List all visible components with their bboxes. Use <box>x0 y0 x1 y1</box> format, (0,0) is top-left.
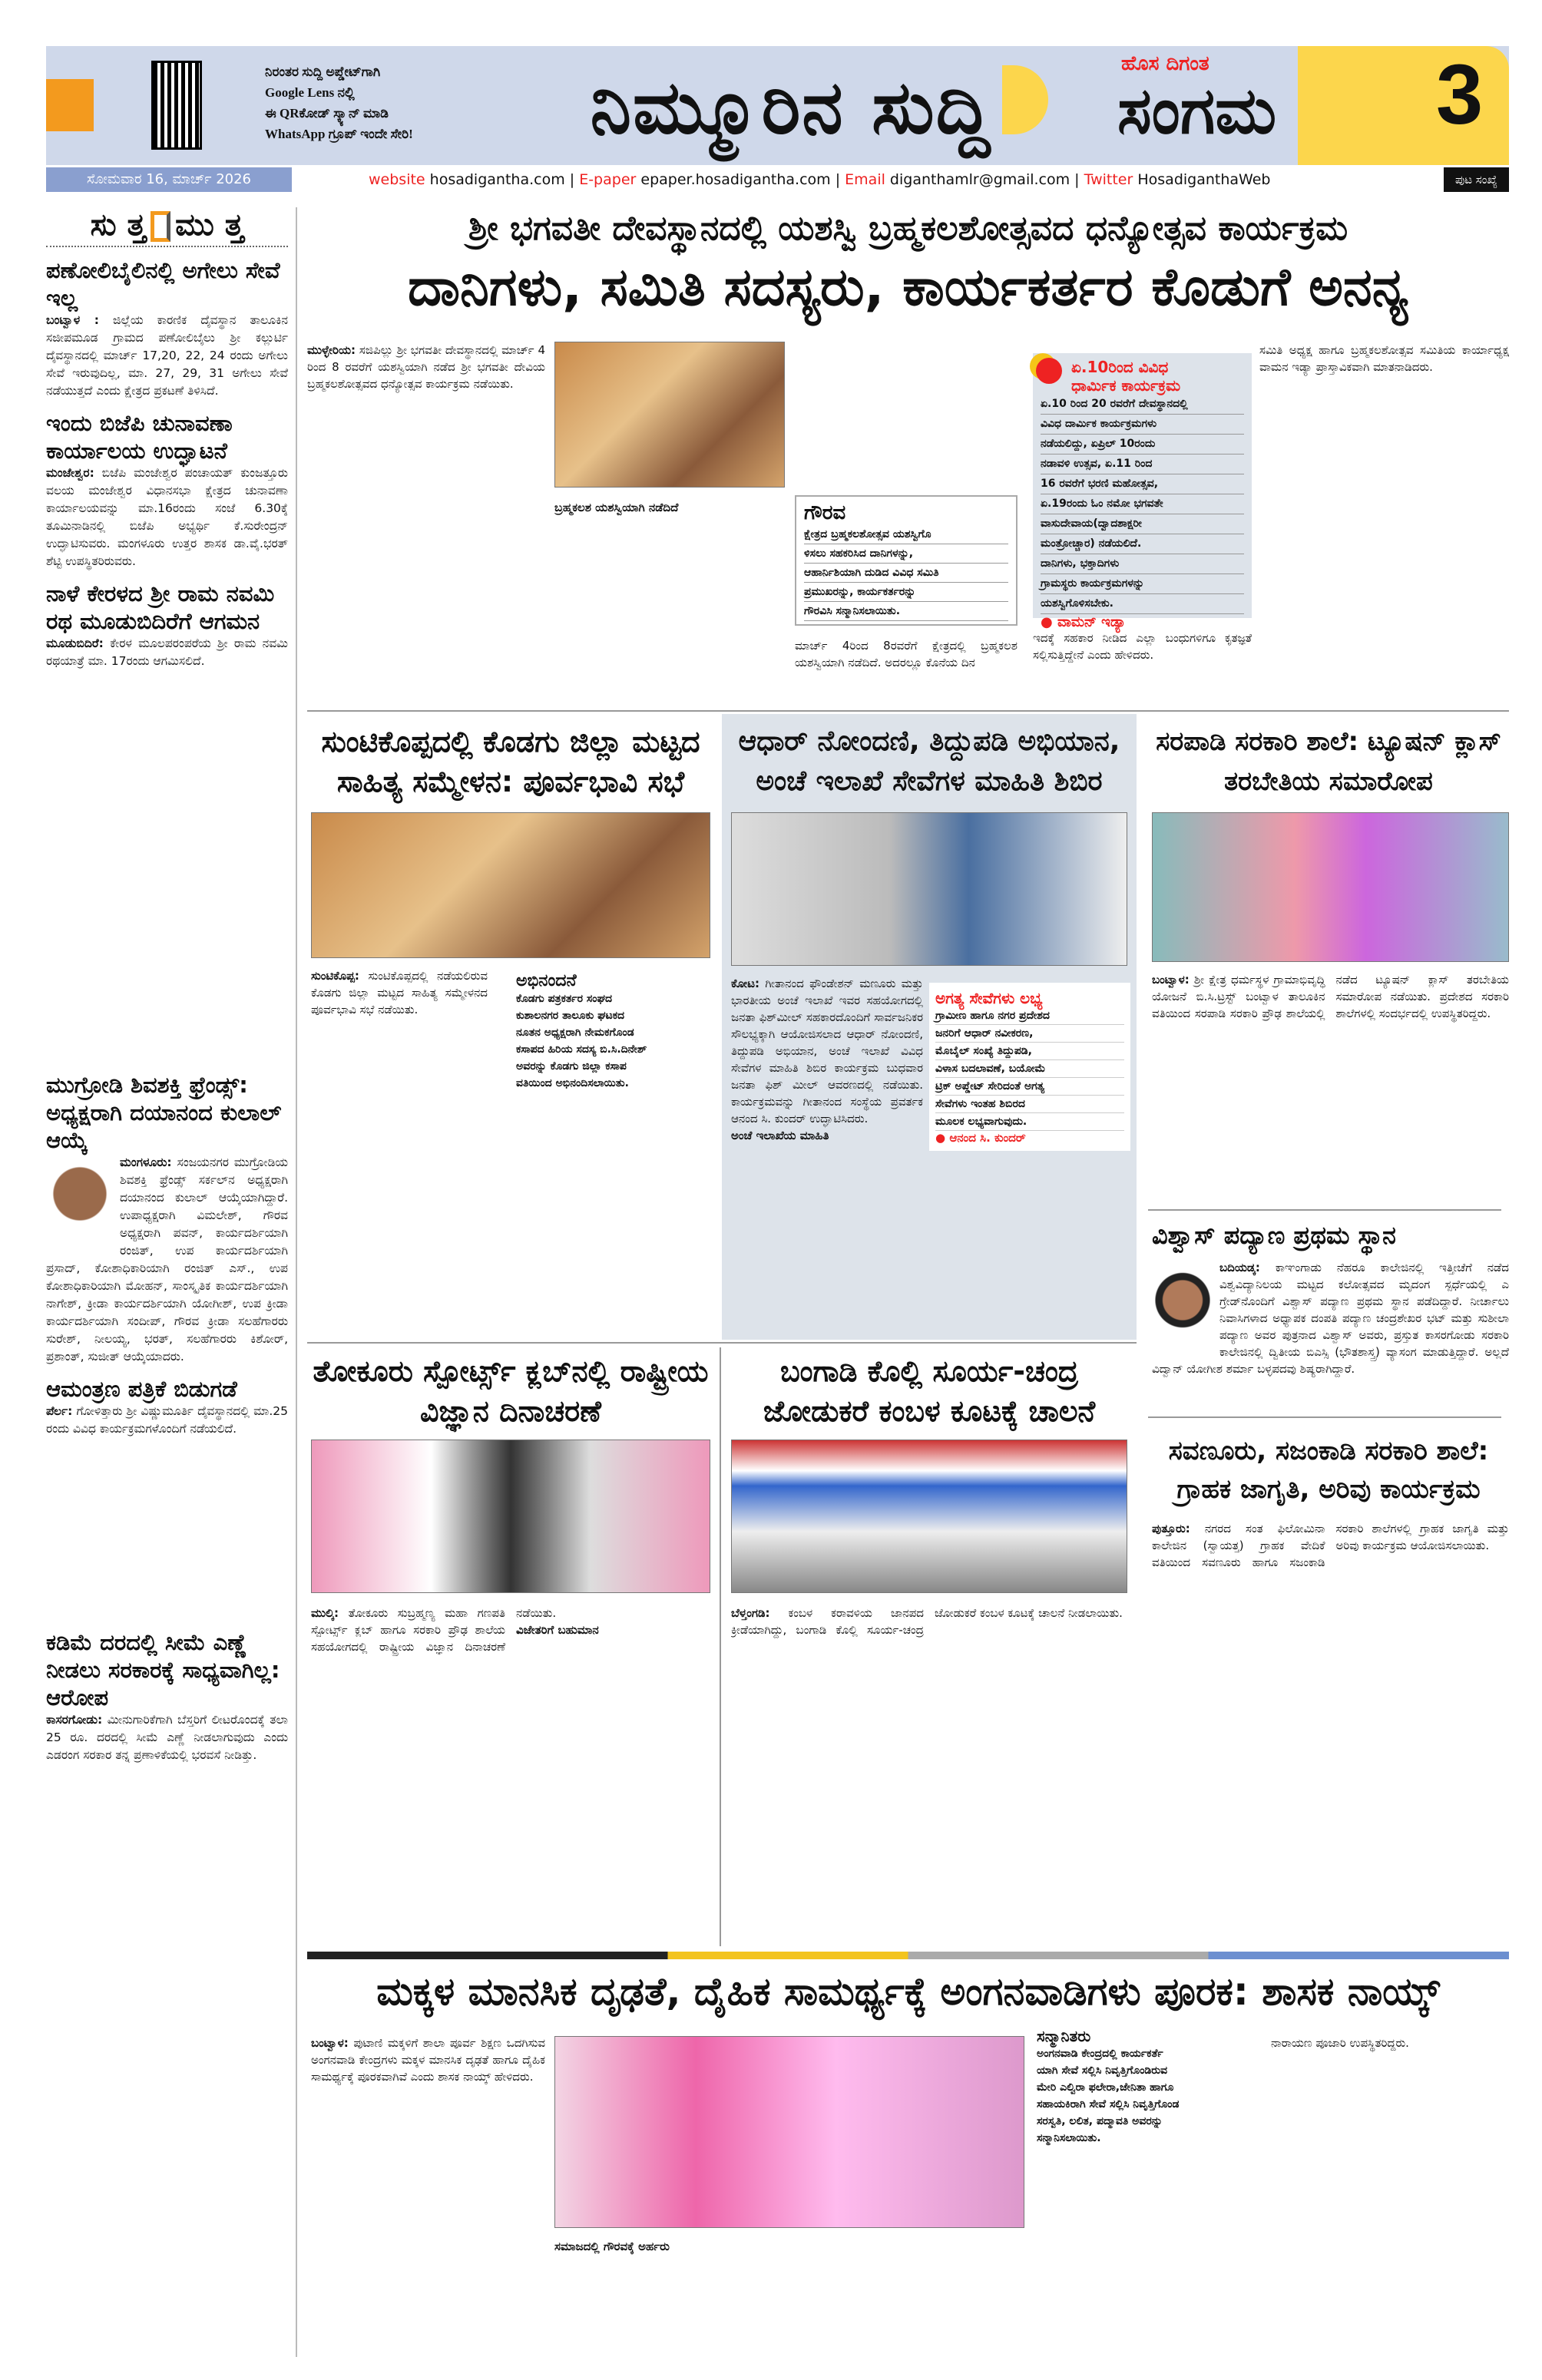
article-body <box>311 2035 545 2349</box>
headline: ಸವಣೂರು, ಸಜಂಕಾಡಿ ಸರಕಾರಿ ಶಾಲೆ: ಗ್ರಾಹಕ ಜಾಗೃತಿ, ಅರಿವು ಕಾರ್ಯಕ್ರಮ <box>1168 1436 1489 1505</box>
top-story-headline: ದಾನಿಗಳು, ಸಮಿತಿ ಸದಸ್ಯರು, ಕಾರ್ಯಕರ್ತರ ಕೊಡುಗೆ ಅನನ್ಯ <box>408 257 1408 318</box>
box-line: ವಾಸುದೇವಾಯ(ದ್ವಾದಶಾಕ್ಷರೀ <box>1041 514 1244 534</box>
box-line: ಸಹಾಯಕಿರಾಗಿ ಸೇವೆ ಸಲ್ಲಿಸಿ ನಿವೃತ್ತಿಗೊಂಡ <box>1037 2098 1180 2111</box>
abhinandane-box <box>516 971 716 1092</box>
events-box <box>1033 353 1252 630</box>
qr-line: ಈ QRಕೋಡ್ ಸ್ಕ್ಯಾನ್ ಮಾಡಿ <box>265 106 389 121</box>
qr-line: WhatsApp ಗ್ರೂಪ್ ಇಂದೇ ಸೇರಿ! <box>265 127 413 141</box>
link-label: Twitter <box>1084 171 1133 188</box>
dateline: ಪೆರ್ಲ: <box>46 1404 73 1418</box>
brief-article <box>46 570 288 1062</box>
dateline: ಬಂಟ್ವಾಳ: <box>311 2036 349 2050</box>
box-line: ನಡೆಯಲಿದ್ದು, ಏಪ್ರಿಲ್ 10ರಂದು <box>1041 435 1244 455</box>
event-photo <box>731 1440 1127 1593</box>
page-number: 3 <box>1436 48 1484 142</box>
box-title: ಗೌರವ <box>804 501 846 524</box>
link-label: E-paper <box>579 171 637 188</box>
epaper-link[interactable]: epaper.hosadigantha.com <box>640 171 831 188</box>
brief-article <box>46 409 288 570</box>
box-title: ಏ.10ರಿಂದ ವಿವಿಧ <box>1071 358 1169 376</box>
headline: ಪಣೋಲಿಬೈಲಿನಲ್ಲಿ ಅಗೇಲು ಸೇವೆ ಇಲ್ಲ <box>46 257 280 311</box>
subhead: ಅಂಚೆ ಇಲಾಖೆಯ ಮಾಹಿತಿ <box>731 1129 829 1142</box>
byline: ● ವಾಮನ್ ಇಡ್ಯಾ <box>1041 614 1127 630</box>
brief-article <box>46 256 288 400</box>
portrait-photo <box>1152 1262 1213 1347</box>
article-body <box>307 342 545 702</box>
box-line: ದಾನಿಗಳು, ಭಕ್ತಾದಿಗಳು <box>1041 554 1244 574</box>
article-body <box>1152 971 1509 1194</box>
email-link[interactable]: diganthamlr@gmail.com <box>889 171 1070 188</box>
box-lines <box>1037 2045 1259 2147</box>
article-body: ಮಾರ್ಚ್ 4ರಿಂದ 8ರವರೆಗೆ ಕ್ಷೇತ್ರದಲ್ಲಿ ಬ್ರಹ್ಮಕಲಶ ಯಶಸ್ವಿಯಾಗಿ ನಡೆದಿದೆ. ಅದರಲ್ಲೂ ಕೊನೆಯ ದಿನ <box>795 639 1018 669</box>
link-label: website <box>369 171 425 188</box>
article-text: ತೋಕೂರು ಸುಬ್ರಹ್ಮಣ್ಯ ಮಹಾ ಗಣಪತಿ ಸ್ಪೋರ್ಟ್ಸ್ ಕ್ಲಬ್ ಹಾಗೂ ಸರಕಾರಿ ಪ್ರೌಢ ಶಾಲೆಯ ಸಹಯೋಗದಲ್ಲಿ ರಾಷ್ಟ್ರೀಯ ವಿಜ್ಞಾನ ದಿನಾಚರಣೆ ನಡೆಯಿತು. <box>311 1606 557 1654</box>
link-label: Email <box>845 171 885 188</box>
brand-logo: ಹೊಸ ದಿಗಂತ <box>1121 52 1209 75</box>
window-icon <box>151 211 170 242</box>
article-body: ಸಂಜಯನಗರ ಮುಗ್ರೋಡಿಯ ಶಿವಶಕ್ತಿ ಫ್ರೆಂಡ್ಸ್ ಸರ್ಕಲ್‌ನ ಅಧ್ಯಕ್ಷರಾಗಿ ದಯಾನಂದ ಕುಲಾಲ್ ಆಯ್ಕೆಯಾಗಿದ್ದಾರೆ. ಉಪಾಧ್ಯಕ್ಷರಾಗಿ ವಿಮಲೇಶ್, ಗೌರವ ಅಧ್ಯಕ್ಷರಾಗಿ ಪವನ್, ಕಾರ್ಯದರ್ಶಿಯಾಗಿ ರಂಜಿತ್, ಉಪ ಕಾರ್ಯದರ್ಶಿಯಾಗಿ ಪ್ರಸಾದ್, ಕೋಶಾಧಿಕಾರಿಯಾಗಿ ರಂಜಿತ್ ಎಸ್., ಉಪ ಕೋಶಾಧಿಕಾರಿಯಾಗಿ ಮೋಹನ್, ಸಾಂಸ್ಕೃತಿಕ ಕಾರ್ಯದರ್ಶಿಯಾಗಿ ನಾಗೇಶ್, ಕ್ರೀಡಾ ಕಾರ್ಯದರ್ಶಿಯಾಗಿ ಯೋಗೀಶ್, ಉಪ ಕ್ರೀಡಾ ಕಾರ್ಯದರ್ಶಿಯಾಗಿ ಸಂದೀಪ್, ಗೌರವ ಕ್ರೀಡಾ ಸಲಹೆಗಾರರು ಸುರೇಶ್, ನೀಲಯ್ಯ, ಭರತ್, ಸಲಹೆಗಾರರು ಕಿಶೋರ್, ಪ್ರಶಾಂತ್, ಸುಜೀತ್ ಆಯ್ಕೆಯಾದರು. <box>46 1155 288 1364</box>
dateline: ಕೋಟ: <box>731 977 760 990</box>
article-body <box>731 975 923 1328</box>
article-body <box>1152 1520 1509 1942</box>
box-line: ನೂತನ ಅಧ್ಯಕ್ಷರಾಗಿ ನೇಮಕಗೊಂಡ <box>516 1026 634 1039</box>
event-photo <box>1152 812 1509 962</box>
box-line: ಕೊಡಗು ಪತ್ರಕರ್ತರ ಸಂಘದ <box>516 993 613 1005</box>
dateline: ಪುತ್ತೂರು: <box>1152 1522 1190 1535</box>
subhead: ಬ್ರಹ್ಮಕಲಶ ಯಶಸ್ವಿಯಾಗಿ ನಡೆದಿದೆ <box>554 501 679 514</box>
box-line: ಕಸಾಪದ ಹಿರಿಯ ಸದಸ್ಯ ಬಿ.ಸಿ.ದಿನೇಶ್ <box>516 1043 647 1056</box>
article-body: ಗೋಳಿತ್ತಾರು ಶ್ರೀ ವಿಷ್ಣುಮೂರ್ತಿ ದೈವಸ್ಥಾನದಲ್ಲಿ ಮಾ.25 ರಂದು ವಿವಿಧ ಕಾರ್ಯಕ್ರಮಗಳೊಂದಿಗೆ ನಡೆಯಲಿದೆ. <box>46 1404 288 1436</box>
headline: ಬಂಗಾಡಿ ಕೊಲ್ಲಿ ಸೂರ್ಯ-ಚಂದ್ರ ಜೋಡುಕರೆ ಕಂಬಳ ಕೂಟಕ್ಕೆ ಚಾಲನೆ <box>763 1354 1096 1428</box>
box-line: ಏ.19ರಂದು ಓಂ ನಮೋ ಭಗವತೇ <box>1041 494 1244 514</box>
divider <box>307 710 1509 712</box>
box-line: ಅಂಗನವಾಡಿ ಕೇಂದ್ರದಲ್ಲಿ ಕಾರ್ಯಕರ್ತೆ <box>1037 2048 1163 2060</box>
section-divider-stripe <box>307 1952 1509 1959</box>
column-divider <box>296 207 297 2357</box>
headline: ಕಡಿಮೆ ದರದಲ್ಲಿ ಸೀಮೆ ಎಣ್ಣೆ ನೀಡಲು ಸರಕಾರಕ್ಕೆ ಸಾಧ್ಯವಾಗಿಲ್ಲ: ಆರೋಪ <box>46 1629 280 1711</box>
box-line: ಗ್ರಾಮಸ್ಥರು ಕಾರ್ಯಕ್ರಮಗಳನ್ನು <box>1041 574 1244 594</box>
date: ಸೋಮವಾರ 16, ಮಾರ್ಚ್ 2026 <box>46 167 292 192</box>
events-lines <box>1041 395 1244 614</box>
dateline: ಮುಳ್ಳೇರಿಯ: <box>307 343 356 357</box>
dateline: ಮಂಗಳೂರು: <box>120 1155 172 1169</box>
qr-line: ನಿರಂತರ ಸುದ್ದಿ ಅಪ್ಡೇಟ್‌ಗಾಗಿ <box>265 64 381 79</box>
box-line: 16 ರವರೆಗೆ ಭರಣಿ ಮಹೋತ್ಸವ, <box>1041 474 1244 494</box>
services-box <box>929 983 1130 1151</box>
article-body <box>731 1605 1127 1942</box>
qr-code-icon[interactable] <box>154 63 200 147</box>
headline: ಆಮಂತ್ರಣ ಪತ್ರಿಕೆ ಬಿಡುಗಡೆ <box>46 1376 237 1402</box>
article-body <box>554 499 785 702</box>
box-lines <box>516 990 716 1092</box>
masthead-title: ನಿಮ್ಮೂರಿನ ಸುದ್ದಿ <box>590 64 992 150</box>
box-line: ಸೇವೆಗಳು ಇಂತಹ ಶಿಬಿರದ <box>935 1096 1124 1113</box>
dateline: ಮೂಡುಬಿದಿರೆ: <box>46 636 104 650</box>
article-body: ಇದಕ್ಕೆ ಸಹಕಾರ ನೀಡಿದ ಎಲ್ಲಾ ಬಂಧುಗಳಿಗೂ ಕೃತಜ್ಞತೆ ಸಲ್ಲಿಸುತ್ತಿದ್ದೇನೆ ಎಂದು ಹೇಳಿದರು. <box>1033 631 1252 662</box>
left-column <box>46 207 288 1764</box>
article-text: ಸುಂಟಿಕೊಪ್ಪದಲ್ಲಿ ನಡೆಯಲಿರುವ ಕೊಡಗು ಜಿಲ್ಲಾ ಮಟ್ಟದ ಸಾಹಿತ್ಯ ಸಮ್ಮೇಳನದ ಪೂರ್ವಭಾವಿ ಸಭೆ ನಡೆಯಿತು. <box>311 969 488 1016</box>
twitter-link[interactable]: HosadiganthaWeb <box>1137 171 1271 188</box>
article-text: ಶ್ರೀ ಕ್ಷೇತ್ರ ಧರ್ಮಸ್ಥಳ ಗ್ರಾಮಾಭಿವೃದ್ಧಿ ಯೋಜನೆ ಬಿ.ಸಿ.ಟ್ರಸ್ಟ್ ಬಂಟ್ವಾಳ ತಾಲೂಕಿನ ವತಿಯಿಂದ ಸರಪಾಡಿ ಸರಕಾರಿ ಪ್ರೌಢ ಶಾಲೆಯಲ್ಲಿ ನಡೆದ ಟ್ಯೂಷನ್ ಕ್ಲಾಸ್ ತರಬೇತಿಯ ಸಮಾರೋಪ ನಡೆಯಿತು. ಪ್ರದೇಶದ ಸರಕಾರಿ ಶಾಲೆಗಳಲ್ಲಿ ಸಂದರ್ಭದಲ್ಲಿ ಉಪಸ್ಥಿತರಿದ್ದರು. <box>1152 973 1509 1020</box>
dot-icon <box>1036 358 1062 384</box>
gourava-box <box>795 495 1018 626</box>
byline-name: ಆನಂದ ಸಿ. ಕುಂದರ್ <box>949 1131 1026 1145</box>
headline: ವಿಶ್ವಾಸ್ ಪದ್ಯಾಣ ಪ್ರಥಮ ಸ್ಥಾನ <box>1152 1221 1396 1250</box>
article-body <box>311 967 488 1328</box>
bottom-story-headline: ಮಕ್ಕಳ ಮಾನಸಿಕ ದೃಢತೆ, ದೈಹಿಕ ಸಾಮರ್ಥ್ಯಕ್ಕೆ ಅಂಗನವಾಡಿಗಳು ಪೂರಕ: ಶಾಸಕ ನಾಯ್ಕ್ <box>376 1969 1440 2014</box>
section-title: ಸಂಗಮ <box>1117 73 1277 148</box>
column-title <box>46 207 288 247</box>
event-photo <box>554 2036 1024 2228</box>
event-photo <box>554 342 785 488</box>
byline-name: ವಾಮನ್ ಇಡ್ಯಾ <box>1057 614 1127 630</box>
dateline: ಮುಲ್ಕಿ: <box>311 1606 339 1620</box>
headline: ಸುಂಟಿಕೊಪ್ಪದಲ್ಲಿ ಕೊಡಗು ಜಿಲ್ಲಾ ಮಟ್ಟದ ಸಾಹಿತ್ಯ ಸಮ್ಮೇಳನ: ಪೂರ್ವಭಾವಿ ಸಭೆ <box>321 725 700 798</box>
headline: ಇಂದು ಬಿಜೆಪಿ ಚುನಾವಣಾ ಕಾರ್ಯಾಲಯ ಉದ್ಘಾಟನೆ <box>46 410 233 464</box>
qr-line: Google Lens ನಲ್ಲಿ <box>265 85 355 100</box>
box-title: ಧಾರ್ಮಿಕ ಕಾರ್ಯಕ್ರಮ <box>1071 376 1181 395</box>
box-line: ಮೇರಿ ಎಲ್ವಿರಾ ಫಲೇರಾ,ಜೇನಿತಾ ಹಾಗೂ <box>1037 2081 1174 2094</box>
brief-article <box>46 1071 288 1366</box>
box-line: ಮೊಬೈಲ್ ಸಂಖ್ಯೆ ತಿದ್ದುಪಡಿ, <box>935 1043 1124 1060</box>
subhead: ವಿಜೇತರಿಗೆ ಬಹುಮಾನ <box>516 1623 599 1637</box>
qr-instructions <box>265 61 495 144</box>
portrait-photo <box>46 1157 114 1249</box>
dateline: ಸುಂಟಿಕೊಪ್ಪ: <box>311 969 359 983</box>
dateline: ಬೆಳ್ತಂಗಡಿ: <box>731 1606 770 1620</box>
article-body: ಕೇರಳ ಮೂಲಪರಂಪರೆಯ ಶ್ರೀ ರಾಮ ನವಮಿ ರಥಯಾತ್ರೆ ಮಾ. 17ರಂದು ಆಗಮಿಸಲಿದೆ. <box>46 636 288 668</box>
box-title: ಅಭಿನಂದನೆ <box>516 971 577 990</box>
subhead: ಸಮಾಜದಲ್ಲಿ ಗೌರವಕ್ಕೆ ಅರ್ಹರು <box>554 2240 670 2253</box>
headline: ಸರಪಾಡಿ ಸರಕಾರಿ ಶಾಲೆ: ಟ್ಯೂಷನ್ ಕ್ಲಾಸ್ ತರಬೇತಿಯ ಸಮಾರೋಪ <box>1156 726 1501 797</box>
box-line: ಜನರಿಗೆ ಆಧಾರ್ ನವೀಕರಣ, <box>935 1025 1124 1043</box>
box-line: ಆಹಾರ್ನಿಶಿಯಾಗಿ ದುಡಿದ ವಿವಿಧ ಸಮಿತಿ <box>804 564 1008 583</box>
page-label: ಪುಟ ಸಂಖ್ಯೆ <box>1444 167 1509 192</box>
event-photo <box>311 812 710 958</box>
article-body: ಜಿಲ್ಲೆಯ ಕಾರಣಿಕ ದೈವಸ್ಥಾನ ತಾಲೂಕಿನ ಸಜೀಪಮೂಡ ಗ್ರಾಮದ ಪಣೋಲಿಬೈಲು ಶ್ರೀ ಕಲ್ಲುರ್ಟಿ ದೈವಸ್ಥಾನದಲ್ಲಿ ಮಾರ್ಚ್ 17,20, 22, 24 ರಂದು ಅಗೇಲು ಸೇವೆ ಇರುವುದಿಲ್ಲ, ಮಾ. 27, 29, 31 ಅಗೇಲು ಸೇವೆ ನಡೆಯುತ್ತದೆ ಎಂದು ಕ್ಷೇತ್ರದ ಪ್ರಕಟಣೆ ತಿಳಿಸಿದೆ. <box>46 313 288 398</box>
box-line: ಯಶಸ್ವಿಗೊಳಿಸಬೇಕು. <box>1041 594 1244 614</box>
article-body: ಮೀನುಗಾರಿಕೆಗಾಗಿ ಬೆಸ್ತರಿಗೆ ಲೀಟರೊಂದಕ್ಕೆ ತಲಾ 25 ರೂ. ದರದಲ್ಲಿ ಸೀಮೆ ಎಣ್ಣೆ ನೀಡಲಾಗುವುದು ಎಂದು ಎಡರಂಗ ಸರಕಾರ ತನ್ನ ಪ್ರಣಾಳಿಕೆಯಲ್ಲಿ ಭರವಸೆ ನೀಡಿತ್ತು. <box>46 1713 288 1762</box>
headline: ಮುಗ್ರೋಡಿ ಶಿವಶಕ್ತಿ ಫ್ರೆಂಡ್ಸ್: ಅಧ್ಯಕ್ಷರಾಗಿ ದಯಾನಂದ ಕುಲಾಲ್ ಆಯ್ಕೆ <box>46 1072 282 1153</box>
article-text: ಸಜಿಪಿಲ್ಲು ಶ್ರೀ ಭಗವತೀ ದೇವಸ್ಥಾನದಲ್ಲಿ ಮಾರ್ಚ್ 4 ರಿಂದ 8 ರವರೆಗೆ ಯಶಸ್ವಿಯಾಗಿ ನಡೆದ ಶ್ರೀ ಭಗವತೀ ದೇವಿಯ ಬ್ರಹ್ಮಕಲಶೋತ್ಸವದ ಧನ್ಯೋತ್ಸವ ಕಾರ್ಯಕ್ರಮ ನಡೆಯಿತು. <box>307 343 545 391</box>
dateline: ಬಂಟ್ವಾಳ: <box>1152 973 1190 987</box>
event-photo <box>731 812 1127 966</box>
headline: ಆಧಾರ್ ನೋಂದಣಿ, ತಿದ್ದುಪಡಿ ಅಭಿಯಾನ, ಅಂಚೆ ಇಲಾಖೆ ಸೇವೆಗಳ ಮಾಹಿತಿ ಶಿಬಿರ <box>738 726 1120 797</box>
divider <box>1148 1209 1501 1211</box>
box-line: ಯಾಗಿ ಸೇವೆ ಸಲ್ಲಿಸಿ ನಿವೃತ್ತಿಗೊಂಡಿರುವ <box>1037 2064 1168 2077</box>
article-body: ಸಮಿತಿ ಅಧ್ಯಕ್ಷ ಹಾಗೂ ಬ್ರಹ್ಮಕಲಶೋತ್ಸವ ಸಮಿತಿಯ ಕಾರ್ಯಾಧ್ಯಕ್ಷ ವಾಮನ ಇಡ್ಯಾ ಪ್ರಾಸ್ತಾವಿಕವಾಗಿ ಮಾತನಾಡಿದರು. <box>1259 343 1509 374</box>
brief-article <box>46 1628 288 1764</box>
honorees-box <box>1037 2027 1259 2147</box>
box-line: ವಿವಿಧ ದಾರ್ಮಿಕ ಕಾರ್ಯಕ್ರಮಗಳು <box>1041 415 1244 435</box>
divider <box>1148 1416 1501 1418</box>
headline: ನಾಳೆ ಕೇರಳದ ಶ್ರೀ ರಾಮ ನವಮಿ ರಥ ಮೂಡುಬಿದಿರೆಗೆ ಆಗಮನ <box>46 580 275 634</box>
dateline: ಬಂಟ್ವಾಳ : <box>46 313 99 327</box>
box-line: ಕುಶಾಲನಗರ ತಾಲೂಕು ಘಟಕದ <box>516 1010 625 1022</box>
box-line: ವಿಳಾಸ ಬದಲಾವಣೆ, ಬಯೋಮೆ <box>935 1060 1124 1078</box>
article-body <box>554 2238 1024 2349</box>
box-line: ಗೌರವಿಸಿ ಸನ್ಮಾನಿಸಲಾಯಿತು. <box>804 602 1008 621</box>
box-line: ಕ್ಷೇತ್ರದ ಬ್ರಹ್ಮಕಲಶೋತ್ಸವ ಯಶಸ್ವಿಗೊ <box>804 525 1008 544</box>
box-line: ಏ.10 ರಿಂದ 20 ರವರೆಗೆ ದೇವಸ್ಥಾನದಲ್ಲಿ <box>1041 395 1244 415</box>
box-line: ಪ್ರಮುಖರನ್ನು, ಕಾರ್ಯಕರ್ತರನ್ನು <box>804 583 1008 602</box>
article-text: ನಗರದ ಸಂತ ಫಿಲೋಮಿನಾ ಕಾಲೇಜಿನ (ಸ್ವಾಯತ್ತ) ಗ್ರಾಹಕ ವೇದಿಕೆ ವತಿಯಿಂದ ಸವಣೂರು ಹಾಗೂ ಸಜಂಕಾಡಿ ಸರಕಾರಿ ಶಾಲೆಗಳಲ್ಲಿ ಗ್ರಾಹಕ ಜಾಗೃತಿ ಮತ್ತು ಅರಿವು ಕಾರ್ಯಕ್ರಮ ಆಯೋಜಿಸಲಾಯಿತು. <box>1152 1522 1509 1569</box>
article-text: ಕಂಬಳ ಕರಾವಳಿಯ ಜಾನಪದ ಕ್ರೀಡೆಯಾಗಿದ್ದು, ಬಂಗಾಡಿ ಕೊಲ್ಲಿ ಸೂರ್ಯ-ಚಂದ್ರ ಜೋಡುಕರೆ ಕಂಬಳ ಕೂಟಕ್ಕೆ ಚಾಲನೆ ನೀಡಲಾಯಿತು. <box>731 1606 1123 1637</box>
box-line: ಸರಸ್ವತಿ, ಲಲಿತ, ಪದ್ಮಾವತಿ ಅವರನ್ನು <box>1037 2115 1163 2127</box>
website-link[interactable]: hosadigantha.com <box>429 171 565 188</box>
box-line: ನಡಾವಳಿ ಉತ್ಸವ, ಏ.11 ರಿಂದ <box>1041 455 1244 474</box>
dateline: ಮಂಜೇಶ್ವರ: <box>46 466 94 480</box>
divider <box>720 1347 721 1946</box>
box-title: ಸನ್ಮಾನಿತರು <box>1037 2027 1091 2045</box>
article-body <box>1152 1259 1509 1397</box>
dateline: ಬದಿಯಡ್ಕ: <box>1219 1261 1260 1274</box>
box-line: ಸನ್ಮಾನಿಸಲಾಯಿತು. <box>1037 2132 1101 2144</box>
box-title: ಅಗತ್ಯ ಸೇವೆಗಳು ಲಭ್ಯ <box>935 989 1043 1007</box>
article-text: ಗೀತಾನಂದ ಫೌಂಡೇಶನ್ ಮಣೂರು ಮತ್ತು ಭಾರತೀಯ ಅಂಚೆ ಇಲಾಖೆ ಇವರ ಸಹಯೋಗದಲ್ಲಿ ಜನತಾ ಫಿಶ್‌ಮೀಲ್ ಸಹಕಾರದೊಂದಿಗೆ ಸಾರ್ವಜನಿಕರ ಸೌಲಭ್ಯಕ್ಕಾಗಿ ಆಯೋಜಿಸಲಾದ ಆಧಾರ್ ನೋಂದಣಿ, ತಿದ್ದುಪಡಿ ಅಭಿಯಾನ, ಅಂಚೆ ಇಲಾಖೆ ವಿವಿಧ ಸೇವೆಗಳ ಮಾಹಿತಿ ಶಿಬಿರ ಕಾರ್ಯಕ್ರಮ ಬುಧವಾರ ಜನತಾ ಫಿಶ್ ಮೀಲ್ ಆವರಣದಲ್ಲಿ ನಡೆಯಿತು. ಕಾರ್ಯಕ್ರಮವನ್ನು ಗೀತಾನಂದ ಸಂಸ್ಥೆಯ ಪ್ರವರ್ತಕ ಆನಂದ ಸಿ. ಕುಂದರ್ ಉದ್ಘಾಟಿಸಿದರು. <box>731 977 923 1126</box>
box-line: ವತಿಯಿಂದ ಅಭಿನಂದಿಸಲಾಯಿತು. <box>516 1077 629 1089</box>
box-line: ಗ್ರಾಮೀಣ ಹಾಗೂ ನಗರ ಪ್ರದೇಶದ <box>935 1007 1124 1025</box>
article-text: ಪುಟಾಣಿ ಮಕ್ಕಳಿಗೆ ಶಾಲಾ ಪೂರ್ವ ಶಿಕ್ಷಣ ಒದಗಿಸುವ ಅಂಗನವಾಡಿ ಕೇಂದ್ರಗಳು ಮಕ್ಕಳ ಮಾನಸಿಕ ದೃಢತೆ ಹಾಗೂ ದೈಹಿಕ ಸಾಮರ್ಥ್ಯಕ್ಕೆ ಪೂರಕವಾಗಿವೆ ಎಂದು ಶಾಸಕ ನಾಯ್ಕ್ ಹೇಳಿದರು. <box>311 2036 545 2084</box>
dateline: ಕಾಸರಗೋಡು: <box>46 1713 103 1727</box>
column-title-a: ಸು ತ್ತ <box>90 207 147 243</box>
contact-links: website hosadigantha.com | E-paper epaper.hosadigantha.com | Email diganthamlr@gmail.com | Twitter HosadiganthaWeb <box>369 171 1271 188</box>
article-body: ನಾರಾಯಣ ಪೂಜಾರಿ ಉಪಸ್ಥಿತರಿದ್ದರು. <box>1271 2036 1409 2050</box>
divider <box>307 1342 1137 1344</box>
byline: ● ಆನಂದ ಸಿ. ಕುಂದರ್ <box>935 1131 1026 1145</box>
box-line: ಮಂತ್ರೋಚ್ಚಾರ) ನಡೆಯಲಿದೆ. <box>1041 534 1244 554</box>
top-story-kicker: ಶ್ರೀ ಭಗವತೀ ದೇವಸ್ಥಾನದಲ್ಲಿ ಯಶಸ್ವಿ ಬ್ರಹ್ಮಕಲಶೋತ್ಸವದ ಧನ್ಯೋತ್ಸವ ಕಾರ್ಯಕ್ರಮ <box>468 209 1348 248</box>
box-lines <box>935 1007 1124 1131</box>
article-text: ಕಾಞಂಗಾಡು ನೆಹರೂ ಕಾಲೇಜಿನಲ್ಲಿ ಇತ್ತೀಚೆಗೆ ನಡೆದ ವಿಶ್ವವಿದ್ಯಾನಿಲಯ ಮಟ್ಟದ ಕಲೋತ್ಸವದ ಮೃದಂಗ ಸ್ಪರ್ಧೆಯಲ್ಲಿ ಎ ಗ್ರೇಡ್‌ನೊಂದಿಗೆ ವಿಶ್ವಾಸ್ ಪದ್ಯಾಣ ಪ್ರಥಮ ಸ್ಥಾನ ಪಡೆದಿದ್ದಾರೆ. ನೀರ್ಚಾಲು ನಿವಾಸಿಗಳಾದ ಅಧ್ಯಾಪಕ ದಂಪತಿ ಪದ್ಯಾಣ ಚಂದ್ರಶೇಖರ ಭಟ್ ಮತ್ತು ಸುಶೀಲಾ ಪದ್ಯಾಣ ಅವರ ಪುತ್ರನಾದ ವಿಶ್ವಾಸ್ ಅವರು, ಪ್ರಸ್ತುತ ಕಾಸರಗೋಡು ಸರಕಾರಿ ಕಾಲೇಜಿನಲ್ಲಿ ದ್ವಿತೀಯ ಬಿಎಸ್ಸಿ (ಭೌತಶಾಸ್ತ್ರ) ವ್ಯಾಸಂಗ ಮಾಡುತ್ತಿದ್ದಾರೆ. ಅಲ್ಲದೆ ವಿದ್ವಾನ್ ಯೋಗೀಶ ಶರ್ಮಾ ಬಳ್ಳಪದವು ಶಿಷ್ಯರಾಗಿದ್ದಾರೆ. <box>1152 1261 1509 1376</box>
event-photo <box>311 1440 710 1593</box>
article-body: ಬಿಜೆಪಿ ಮಂಜೇಶ್ವರ ಪಂಚಾಯತ್ ಕುಂಜತ್ತೂರು ವಲಯ ಮಂಜೇಶ್ವರ ವಿಧಾನಸಭಾ ಕ್ಷೇತ್ರದ ಚುನಾವಣಾ ಕಾರ್ಯಾಲಯವನ್ನು ಮಾ.16ರಂದು ಸಂಜೆ 6.30ಕ್ಕೆ ತೂಮಿನಾಡಿನಲ್ಲಿ ಬಿಜೆಪಿ ಅಭ್ಯರ್ಥಿ ಕೆ.ಸುರೇಂದ್ರನ್ ಉದ್ಘಾಟಿಸುವರು. ಮಂಗಳೂರು ಉತ್ತರ ಶಾಸಕ ಡಾ.ವೈ.ಭರತ್ ಶೆಟ್ಟಿ ಉಪಸ್ಥಿತರಿರುವರು. <box>46 466 288 568</box>
box-line: ಟ್ರಿಕ್ ಅಪ್ಡೇಟ್ ಸೇರಿದಂತೆ ಅಗತ್ಯ <box>935 1078 1124 1096</box>
box-line: ಮೂಲಕ ಲಭ್ಯವಾಗುವುದು. <box>935 1113 1124 1131</box>
column-title-b: ಮು ತ್ತ <box>175 207 244 243</box>
orange-block <box>46 79 94 131</box>
article-body <box>311 1605 710 1942</box>
brief-article <box>46 1366 288 1619</box>
box-line: ಳಿಸಲು ಸಹಕರಿಸಿದ ದಾನಿಗಳನ್ನು, <box>804 544 1008 564</box>
headline: ತೋಕೂರು ಸ್ಪೋರ್ಟ್ಸ್ ಕ್ಲಬ್‌ನಲ್ಲಿ ರಾಷ್ಟ್ರೀಯ ವಿಜ್ಞಾನ ದಿನಾಚರಣೆ <box>313 1354 709 1428</box>
box-line: ಅವರನ್ನು ಕೊಡಗು ಜಿಲ್ಲಾ ಕಸಾಪ <box>516 1060 627 1073</box>
